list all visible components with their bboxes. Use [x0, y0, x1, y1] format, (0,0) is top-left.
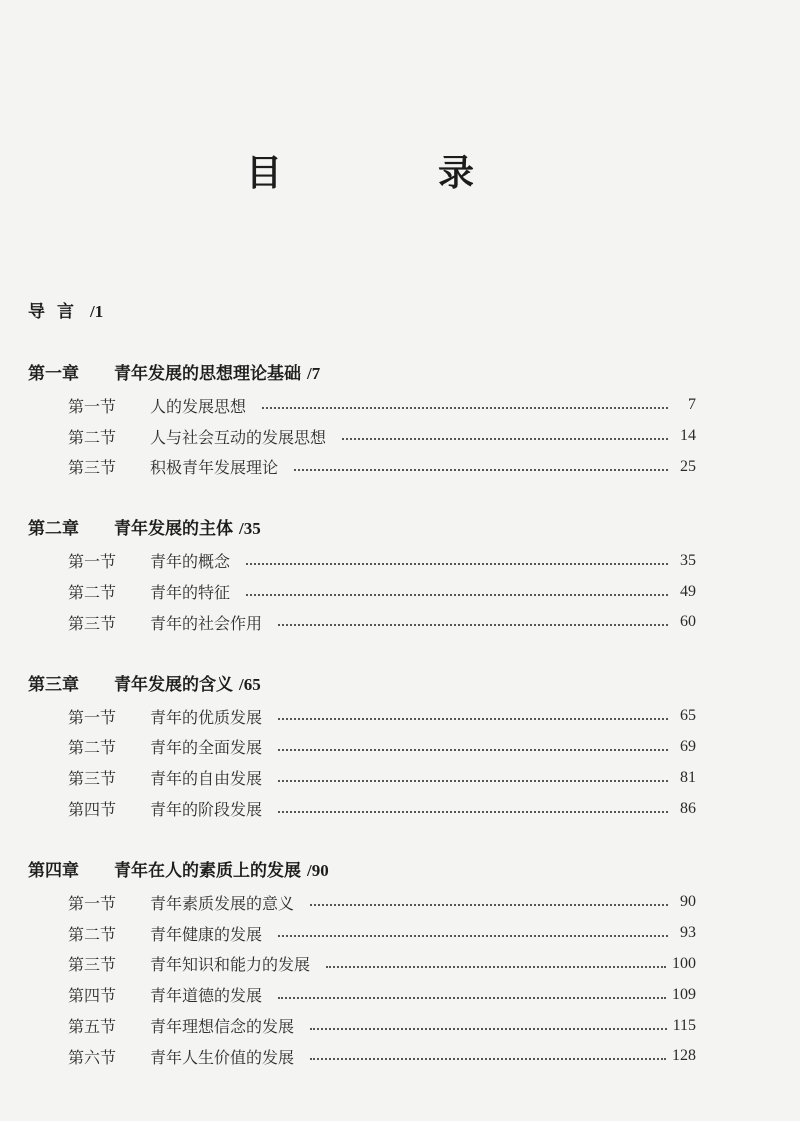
section-title: 青年的自由发展 [150, 769, 263, 789]
section-number: 第一节 [68, 552, 117, 572]
section-page: 100 [672, 954, 696, 972]
section-page: 81 [680, 768, 696, 786]
section-number: 第一节 [68, 707, 117, 727]
section-title: 青年健康的发展 [150, 924, 263, 944]
section-title: 青年的阶段发展 [150, 800, 263, 820]
section-number: 第六节 [68, 1047, 117, 1067]
dot-leader [278, 718, 668, 720]
section-entry [28, 576, 696, 607]
table-of-contents [28, 296, 696, 1103]
chapter-number: 第二章 [28, 519, 79, 540]
section-title: 青年人生价值的发展 [150, 1047, 295, 1067]
dot-leader [246, 594, 668, 596]
dot-leader [310, 904, 668, 906]
chapter-title: 青年发展的主体 [114, 519, 233, 540]
page-title: 目 录 [245, 153, 534, 194]
intro-entry [28, 296, 696, 328]
section-number: 第五节 [68, 1017, 117, 1037]
section-page: 86 [680, 799, 696, 817]
intro-title: 导言 [28, 302, 86, 322]
section-entry [28, 545, 696, 576]
section-number: 第二节 [68, 738, 117, 758]
section-entry [28, 607, 696, 638]
section-page: 49 [680, 582, 696, 600]
section-title: 青年的优质发展 [150, 707, 263, 727]
section-entry [28, 452, 696, 483]
section-title: 青年的特征 [150, 583, 231, 603]
section-page: 128 [672, 1047, 696, 1065]
chapter-title: 青年在人的素质上的发展 [114, 860, 301, 881]
chapter-heading [28, 513, 696, 545]
section-title: 积极青年发展理论 [150, 458, 279, 478]
chapter-1 [28, 358, 696, 482]
dot-leader [310, 1028, 667, 1030]
section-entry [28, 887, 696, 918]
section-entry [28, 918, 696, 949]
section-number: 第二节 [68, 583, 117, 603]
chapter-number: 第三章 [28, 674, 79, 695]
chapter-page: /35 [239, 519, 261, 539]
chapter-number: 第一章 [28, 364, 79, 384]
section-entry [28, 1010, 696, 1041]
section-number: 第四节 [68, 986, 117, 1006]
dot-leader [294, 469, 668, 471]
intro-page: /1 [90, 302, 104, 321]
section-number: 第三节 [68, 458, 117, 478]
dot-leader [278, 997, 666, 999]
section-entry [28, 421, 696, 452]
dot-leader [342, 438, 668, 440]
chapter-page: /65 [239, 674, 261, 694]
chapter-4 [28, 855, 696, 1072]
section-title: 青年的概念 [150, 552, 231, 572]
section-entry [28, 793, 696, 824]
section-page: 7 [688, 396, 696, 414]
section-number: 第三节 [68, 955, 117, 975]
section-number: 第一节 [68, 396, 117, 416]
dot-leader [278, 624, 668, 626]
chapter-heading [28, 358, 696, 390]
section-page: 69 [680, 737, 696, 755]
section-page: 14 [680, 427, 696, 445]
section-title: 青年理想信念的发展 [150, 1017, 295, 1037]
chapter-page: /90 [307, 860, 329, 880]
chapter-3 [28, 669, 696, 824]
section-number: 第三节 [68, 613, 117, 633]
section-title: 青年的全面发展 [150, 738, 263, 758]
section-entry [28, 762, 696, 793]
section-number: 第一节 [68, 893, 117, 913]
section-page: 60 [680, 613, 696, 631]
section-entry [28, 701, 696, 732]
section-entry [28, 979, 696, 1010]
section-title: 人与社会互动的发展思想 [150, 427, 327, 447]
section-page: 93 [680, 924, 696, 942]
chapter-heading [28, 669, 696, 701]
chapter-title: 青年发展的思想理论基础 [114, 364, 301, 384]
section-entry [28, 390, 696, 421]
section-entry [28, 732, 696, 763]
section-page: 35 [680, 551, 696, 569]
section-page: 109 [672, 985, 696, 1003]
section-title: 青年道德的发展 [150, 986, 263, 1006]
chapter-2 [28, 513, 696, 637]
dot-leader [278, 811, 668, 813]
dot-leader [278, 780, 668, 782]
dot-leader [278, 935, 668, 937]
dot-leader [278, 749, 668, 751]
section-page: 25 [680, 457, 696, 475]
section-title: 人的发展思想 [150, 396, 247, 416]
chapter-page: /7 [307, 364, 321, 383]
dot-leader [262, 407, 668, 409]
section-number: 第二节 [68, 924, 117, 944]
section-number: 第四节 [68, 800, 117, 820]
section-entry [28, 1041, 696, 1072]
section-number: 第三节 [68, 769, 117, 789]
section-page: 90 [680, 893, 696, 911]
section-title: 青年的社会作用 [150, 613, 263, 633]
section-entry [28, 949, 696, 980]
section-page: 115 [672, 1016, 696, 1034]
dot-leader [326, 966, 666, 968]
section-number: 第二节 [68, 427, 117, 447]
section-title: 青年素质发展的意义 [150, 893, 295, 913]
section-page: 65 [680, 707, 696, 725]
chapter-number: 第四章 [28, 860, 79, 881]
chapter-title: 青年发展的含义 [114, 674, 233, 695]
dot-leader [310, 1058, 666, 1060]
dot-leader [246, 563, 668, 565]
section-title: 青年知识和能力的发展 [150, 955, 311, 975]
chapter-heading [28, 855, 696, 887]
